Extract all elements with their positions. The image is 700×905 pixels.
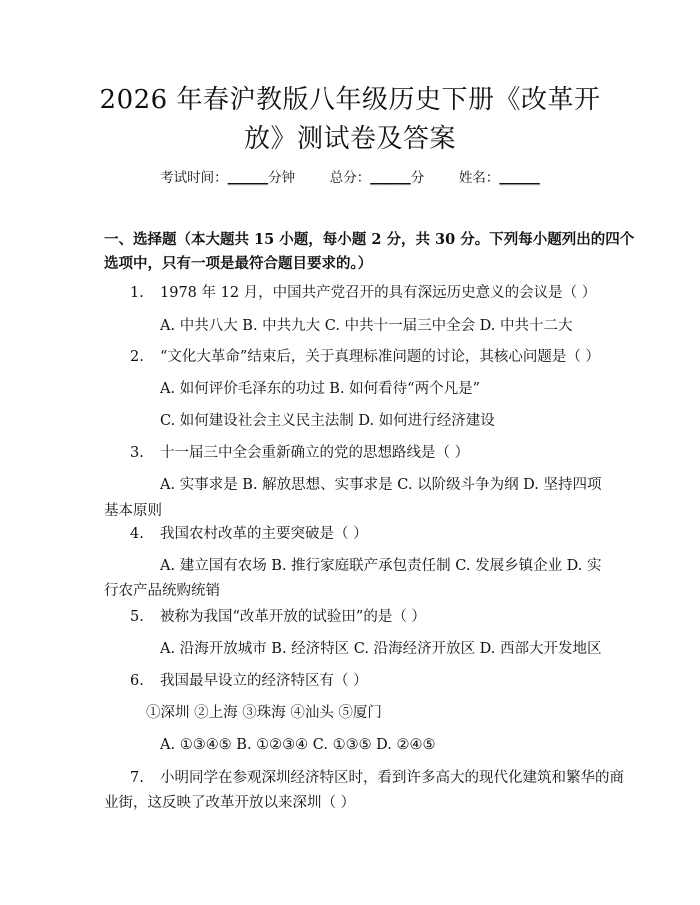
question-stem: 我国农村改革的主要突破是（ ） <box>160 526 368 542</box>
question-5-options: A. 沿海开放城市 B. 经济特区 C. 沿海经济开放区 D. 西部大开发地区 <box>160 641 602 657</box>
exam-title-line-2: 放》测试卷及答案 <box>243 124 456 154</box>
exam-title-line-1: 2026 年春沪教版八年级历史下册《改革开 <box>99 85 601 115</box>
question-3-options-line-1: A. 实事求是 B. 解放思想、实事求是 C. 以阶级斗争为纲 D. 坚持四项 <box>160 477 602 493</box>
student-name-blank: ______ <box>499 170 540 186</box>
question-4-options-line-1: A. 建立国有农场 B. 推行家庭联产承包责任制 C. 发展乡镇企业 D. 实 <box>160 558 602 574</box>
question-number: 4. <box>130 526 144 542</box>
question-7-stem-line-2: 业街，这反映了改革开放以来深圳（ ） <box>104 795 356 811</box>
question-4-options-line-2: 行农产品统购统销 <box>104 583 220 599</box>
question-stem: 我国最早设立的经济特区有（ ） <box>160 673 368 689</box>
question-number: 1. <box>130 285 144 301</box>
question-7 <box>130 767 624 789</box>
question-number: 3. <box>130 445 144 461</box>
question-number: 2. <box>130 349 144 365</box>
exam-time-unit: 分钟 <box>268 170 296 186</box>
section-heading-line-2: 选项中，只有一项是最符合题目要求的。） <box>104 255 373 272</box>
question-2-options-line-2: C. 如何建设社会主义民主法制 D. 如何进行经济建设 <box>160 413 495 429</box>
question-4 <box>130 523 368 545</box>
question-6-options: A. ①③④⑤ B. ①②③④ C. ①③⑤ D. ②④⑤ <box>160 737 436 753</box>
question-3 <box>130 442 469 464</box>
question-number: 6. <box>130 673 144 689</box>
question-stem: 十一届三中全会重新确立的党的思想路线是（ ） <box>160 445 470 461</box>
question-stem: 被称为我国“改革开放的试验田”的是（ ） <box>160 609 426 625</box>
total-score-blank: ______ <box>370 170 411 186</box>
question-number: 7. <box>130 770 144 786</box>
question-6 <box>130 670 368 692</box>
question-number: 5. <box>130 609 144 625</box>
exam-time-blank: ______ <box>227 170 269 186</box>
question-3-options-line-2: 基本原则 <box>104 503 162 519</box>
exam-time-label: 考试时间： <box>160 170 228 186</box>
question-2-options-line-1: A. 如何评价毛泽东的功过 B. 如何看待“两个凡是” <box>160 381 480 397</box>
student-name-label: 姓名： <box>458 170 500 186</box>
question-6-choices: ①深圳 ②上海 ③珠海 ④汕头 ⑤厦门 <box>146 705 382 721</box>
question-stem-line-1: 小明同学在参观深圳经济特区时，看到许多高大的现代化建筑和繁华的商 <box>160 770 624 786</box>
question-5 <box>130 606 426 628</box>
question-1 <box>130 282 596 304</box>
exam-info-row <box>0 168 700 188</box>
section-heading-line-1: 一、选择题（本大题共 15 小题，每小题 2 分，共 30 分。下列每小题列出的四个 <box>104 231 635 248</box>
total-score-label: 总分： <box>329 170 371 186</box>
question-1-options: A. 中共八大 B. 中共九大 C. 中共十一届三中全会 D. 中共十二大 <box>160 318 573 334</box>
total-score-unit: 分 <box>410 170 425 186</box>
question-stem: “文化大革命”结束后，关于真理标准问题的讨论，其核心问题是（ ） <box>160 349 600 365</box>
question-2 <box>130 346 600 368</box>
question-stem: 1978 年 12 月，中国共产党召开的具有深远历史意义的会议是（ ） <box>160 285 597 301</box>
